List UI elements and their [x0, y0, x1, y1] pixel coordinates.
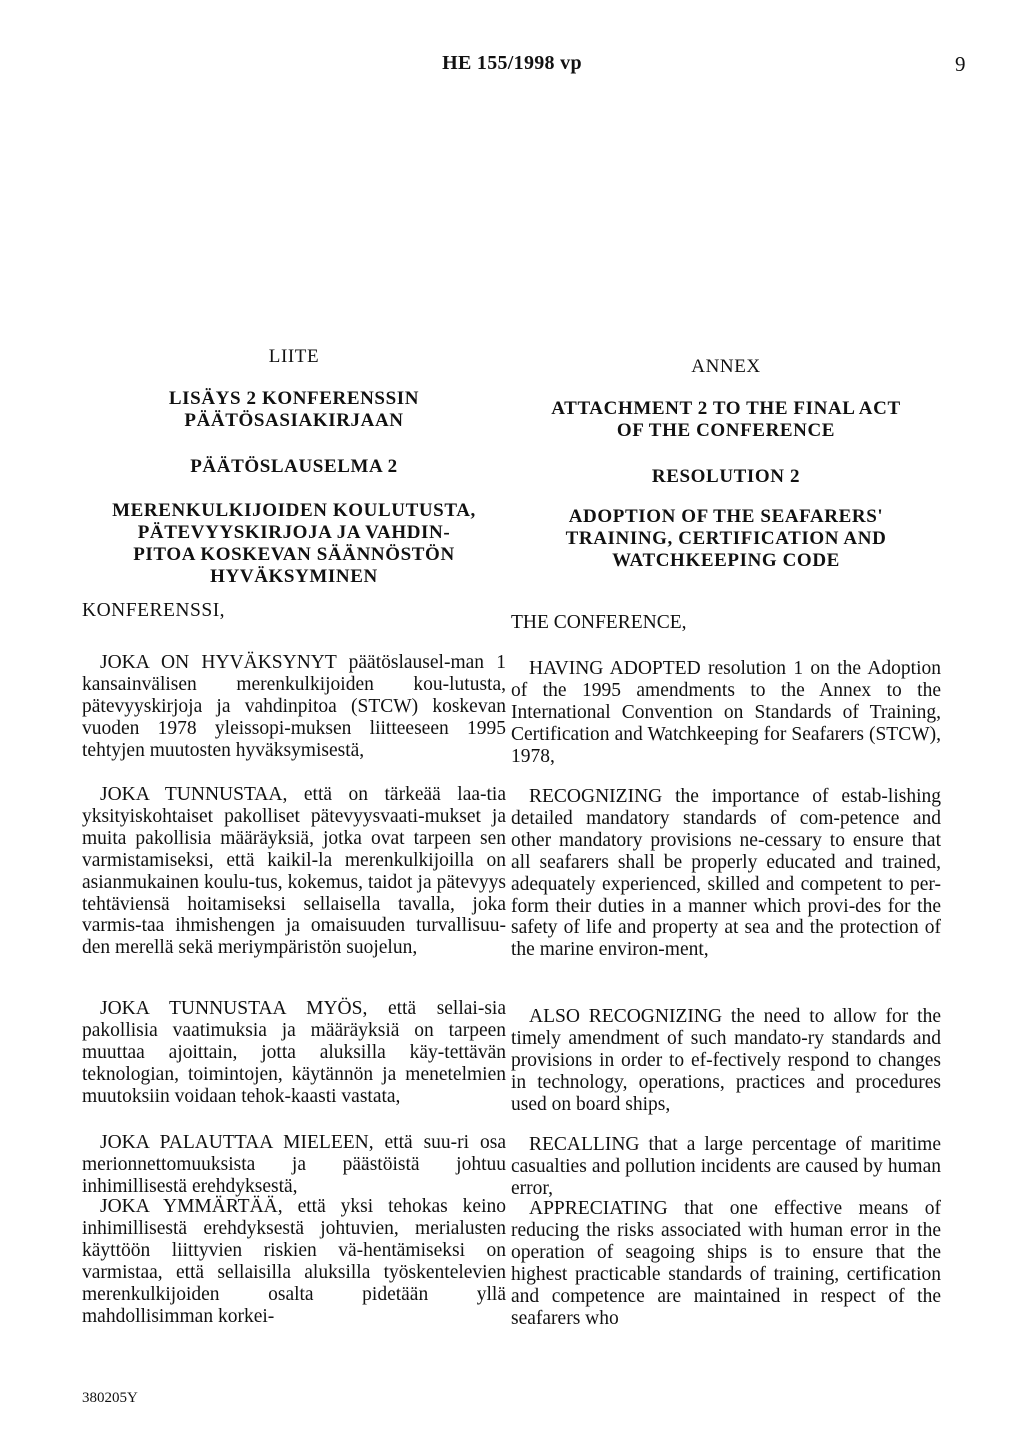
konferenssi-label: KONFERENSSI, — [82, 600, 226, 621]
paragraph-text: JOKA YMMÄRTÄÄ, että yksi tehokas keino inhimillisestä erehdyksestä johtuvien, merialusten käyttöön liittyvien riskien vä-hentämiseksi on varmistaa, että sellaisilla aluksilla työskentelevien merenkulkijoiden osalta pidetään yllä mahdollisimman korkei- — [82, 1196, 506, 1327]
resolution-title-fi — [82, 500, 506, 588]
paragraph-en-2 — [511, 786, 941, 961]
paragraph-text: JOKA PALAUTTAA MIELEEN, että suu-ri osa merionnettomuuksista ja päästöistä johtuu inhimillisestä erehdyksestä, — [82, 1132, 506, 1197]
paragraph-fi-1 — [82, 652, 506, 762]
attachment-line-2: OF THE CONFERENCE — [616, 420, 836, 441]
attachment-line-1: ATTACHMENT 2 TO THE FINAL ACT — [551, 398, 901, 419]
paragraph-text: ALSO RECOGNIZING the need to allow for the timely amendment of such mandato-ry standards and provisions in order to ef-fectively respond to changes in technology, operations, practices and procedures used on board ships, — [511, 1006, 941, 1115]
paragraph-fi-4 — [82, 1132, 506, 1198]
paragraph-en-4 — [511, 1134, 941, 1200]
resolution-title-en — [511, 506, 941, 572]
title-line-3: WATCHKEEPING CODE — [612, 550, 840, 571]
resolution-heading-fi: PÄÄTÖSLAUSELMA 2 — [190, 456, 398, 477]
title-line-2: PÄTEVYYSKIRJOJA JA VAHDIN- — [137, 522, 451, 543]
paragraph-fi-5 — [82, 1196, 506, 1327]
title-line-3: PITOA KOSKEVAN SÄÄNNÖSTÖN — [133, 544, 455, 565]
lisays-heading — [82, 388, 506, 432]
liite-heading: LIITE — [268, 346, 320, 367]
paragraph-fi-2 — [82, 784, 506, 959]
annex-heading: ANNEX — [691, 356, 761, 377]
title-line-4: HYVÄKSYMINEN — [210, 566, 378, 587]
title-line-1: MERENKULKIJOIDEN KOULUTUSTA, — [112, 500, 476, 521]
paragraph-text: JOKA TUNNUSTAA MYÖS, että sellai-sia pakollisia vaatimuksia ja määräyksiä on tarpeen muuttaa ajoittain, jotta aluksilla käy-tettävän teknologian, toimintojen, käytännön ja menetelmien muutoksiin voidaan tehok-kaasti vastata, — [82, 998, 506, 1107]
page-number: 9 — [955, 52, 966, 76]
attachment-heading — [511, 398, 941, 442]
paragraph-en-5 — [511, 1198, 941, 1329]
paragraph-fi-3 — [82, 998, 506, 1108]
paragraph-text: RECOGNIZING the importance of estab-lishing detailed mandatory standards of com-petence and other mandatory provisions ne-cessary to ensure that all seafarers shall be properly educated and trained, adequately experienced, skilled and competent to per-form their duties in a manner which provi-des for the safety of life and property at sea and the protection of the marine environ-ment, — [511, 786, 941, 961]
paragraph-en-1 — [511, 658, 941, 768]
paragraph-en-3 — [511, 1006, 941, 1116]
document-code: 380205Y — [82, 1390, 138, 1406]
resolution-heading-en: RESOLUTION 2 — [651, 466, 801, 487]
conference-label: THE CONFERENCE, — [511, 612, 687, 633]
paragraph-text: RECALLING that a large percentage of maritime casualties and pollution incidents are caused by human error, — [511, 1134, 941, 1199]
paragraph-text: APPRECIATING that one effective means of reducing the risks associated with human error in the operation of seagoing ships is to ensure that the highest practicable standards of training, certification and competence are maintained in respect of the seafarers who — [511, 1198, 941, 1329]
paragraph-text: HAVING ADOPTED resolution 1 on the Adoption of the 1995 amendments to the Annex to the International Convention on Standards of Training, Certification and Watchkeeping for Seafarers (STCW), 1978, — [511, 658, 941, 767]
lisays-line-2: PÄÄTÖSASIAKIRJAAN — [184, 410, 404, 431]
title-line-1: ADOPTION OF THE SEAFARERS' — [568, 506, 884, 527]
paragraph-text: JOKA ON HYVÄKSYNYT päätöslausel-man 1 kansainvälisen merenkulkijoiden kou-lutusta, pätevyyskirjoja ja vahdinpitoa (STCW) koskevan vuoden 1978 yleissopi-muksen liitteeseen 1995 tehtyjen muutosten hyväksymisestä, — [82, 652, 506, 761]
title-line-2: TRAINING, CERTIFICATION AND — [565, 528, 887, 549]
paragraph-text: JOKA TUNNUSTAA, että on tärkeää laa-tia yksityiskohtaiset pakolliset pätevyysvaati-mukset ja muita pakollisia määräyksiä, jotka ovat tarpeen sen varmistamiseksi, että kaikil-la merenkulkijoilla on asianmukainen koulu-tus, kokemus, taidot ja pätevyys tehtäviensä hoitamiseksi sellaisella tavalla, joka varmis-taa ihmishengen ja omaisuuden turvallisuu-den merellä sekä meriympäristön suojelun, — [82, 784, 506, 959]
lisays-line-1: LISÄYS 2 KONFERENSSIN — [168, 388, 420, 409]
document-header: HE 155/1998 vp — [442, 52, 582, 74]
